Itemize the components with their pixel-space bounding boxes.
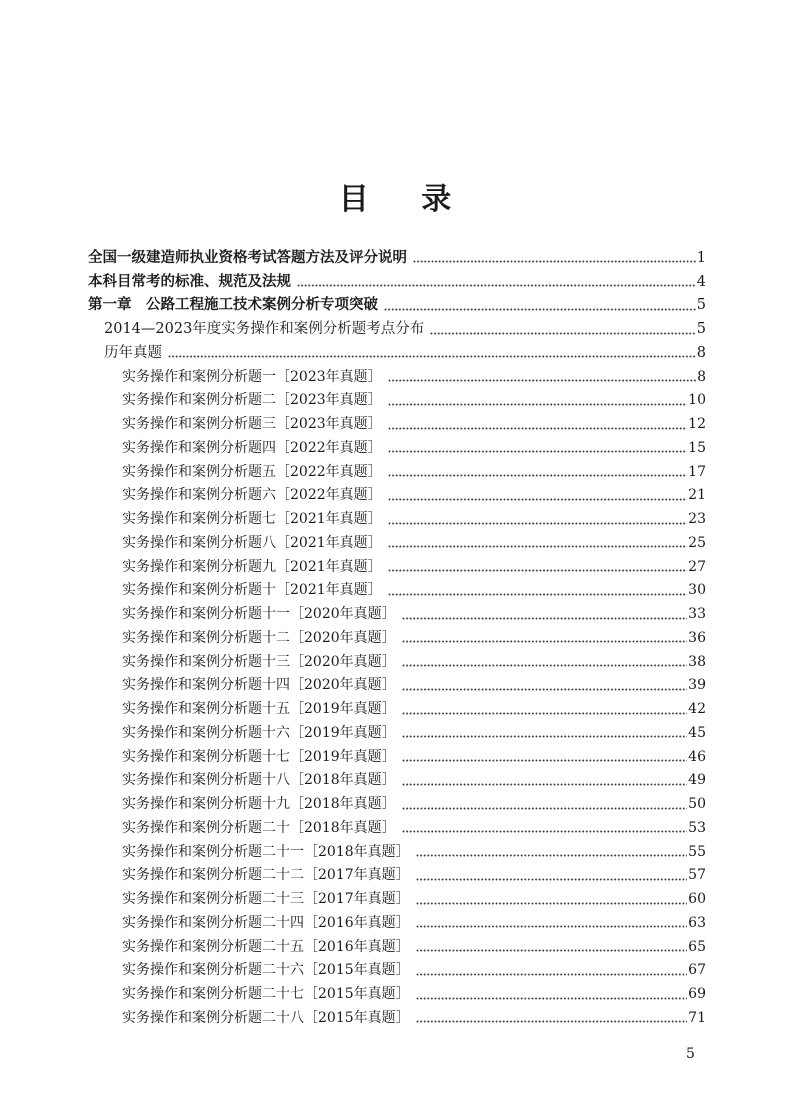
dot-leader [416,878,688,881]
toc-entry [122,911,706,935]
toc-entry-page: 63 [688,914,706,931]
toc-entry [122,816,706,840]
toc-entry-page: 27 [688,558,706,575]
toc-entry-page: 38 [688,653,706,670]
toc-entry-page: 67 [688,962,706,979]
toc-entry [122,697,706,721]
toc-entry-title: 实务操作和案例分析题二十六［2015年真题］ [122,962,410,979]
toc-entry [122,389,706,413]
toc-entry-page: 23 [688,511,706,528]
toc-entry-page: 17 [688,463,706,480]
toc-entry [122,887,706,911]
toc-entry-page: 45 [688,724,706,741]
toc-entry-title: 本科目常考的标准、规范及法规 [88,273,291,290]
dot-leader [388,450,688,453]
toc-entry-page: 25 [688,534,706,551]
dot-leader [402,664,688,667]
toc-entry [122,412,706,436]
toc-entry-page: 10 [688,392,706,409]
dot-leader [402,688,688,691]
dot-leader [416,949,688,952]
toc-entry-title: 实务操作和案例分析题二十四［2016年真题］ [122,914,410,931]
toc-entry-page: 50 [688,796,706,813]
dot-leader [402,640,688,643]
toc-entry-page: 53 [688,819,706,836]
toc-entry-title: 实务操作和案例分析题二十二［2017年真题］ [122,867,410,884]
toc-entry-title: 实务操作和案例分析题九［2021年真题］ [122,558,382,575]
toc-entry-title: 实务操作和案例分析题十二［2020年真题］ [122,629,396,646]
toc-entry-page: 8 [696,344,706,361]
toc-entry-title: 实务操作和案例分析题七［2021年真题］ [122,511,382,528]
dot-leader [388,593,688,596]
dot-leader [402,759,688,762]
toc-entry-title: 实务操作和案例分析题六［2022年真题］ [122,487,382,504]
toc-entry-title: 实务操作和案例分析题二十八［2015年真题］ [122,1009,410,1026]
toc-entry-title: 实务操作和案例分析题二十三［2017年真题］ [122,891,410,908]
toc-entry-title: 实务操作和案例分析题二十五［2016年真题］ [122,938,410,955]
toc-entry-title: 第一章 公路工程施工技术案例分析专项突破 [88,297,378,314]
toc-entry [122,674,706,698]
toc-entry-page: 65 [688,938,706,955]
toc-entry-page: 12 [688,416,706,433]
toc-entry [122,1006,706,1030]
toc-entry-title: 实务操作和案例分析题八［2021年真题］ [122,534,382,551]
toc-entry [122,484,706,508]
toc-entry-page: 71 [688,1009,706,1026]
dot-leader [416,902,688,905]
toc-entry-page: 49 [688,772,706,789]
toc-entry [104,317,706,341]
toc-entry-title: 实务操作和案例分析题一［2023年真题］ [122,368,382,385]
toc-entry-page: 36 [688,629,706,646]
toc-entry-title: 实务操作和案例分析题二十［2018年真题］ [122,819,396,836]
toc-entry-title: 实务操作和案例分析题二十七［2015年真题］ [122,986,410,1003]
toc-entry-title: 实务操作和案例分析题四［2022年真题］ [122,439,382,456]
dot-leader [297,284,696,287]
toc-entry-page: 57 [688,867,706,884]
toc-entry [122,555,706,579]
toc-entry-page: 33 [688,606,706,623]
toc-entry-title: 实务操作和案例分析题十六［2019年真题］ [122,724,396,741]
toc-entry-title: 实务操作和案例分析题二十一［2018年真题］ [122,843,410,860]
toc-entry-title: 实务操作和案例分析题十七［2019年真题］ [122,748,396,765]
toc-entry-page: 8 [697,368,706,385]
page-number: 5 [686,1046,695,1062]
dot-leader [416,997,688,1000]
toc-entry [122,840,706,864]
toc-entry [122,650,706,674]
toc-entry-title: 实务操作和案例分析题十一［2020年真题］ [122,606,396,623]
toc-entry-page: 39 [688,677,706,694]
toc-entry-page: 55 [688,843,706,860]
dot-leader [413,260,696,263]
dot-leader [388,474,688,477]
toc-entry-page: 46 [688,748,706,765]
toc-entry [122,721,706,745]
dot-leader [416,925,688,928]
toc-entry [122,792,706,816]
toc-entry-page: 1 [696,249,706,266]
toc-entry [88,270,706,294]
dot-leader [402,830,688,833]
toc-entry-title: 实务操作和案例分析题二［2023年真题］ [122,392,382,409]
dot-leader [388,498,688,501]
dot-leader [384,308,696,311]
toc-entry-page: 30 [688,582,706,599]
toc-entry [122,602,706,626]
toc-entry [122,365,706,389]
dot-leader [388,545,688,548]
dot-leader [416,1020,688,1023]
toc-entry [122,864,706,888]
toc-entry [122,935,706,959]
table-of-contents [0,246,790,1030]
toc-entry [104,341,706,365]
dot-leader [168,355,696,358]
toc-entry [122,460,706,484]
dot-leader [416,854,688,857]
toc-entry-page: 5 [696,321,706,338]
toc-entry [122,531,706,555]
toc-entry-title: 全国一级建造师执业资格考试答题方法及评分说明 [88,249,407,266]
toc-entry-title: 实务操作和案例分析题五［2022年真题］ [122,463,382,480]
toc-entry-page: 21 [688,487,706,504]
toc-entry-page: 42 [688,701,706,718]
toc-entry-title: 实务操作和案例分析题十四［2020年真题］ [122,677,396,694]
toc-entry [122,959,706,983]
dot-leader [402,735,688,738]
dot-leader [388,379,696,382]
toc-entry-page: 4 [696,273,706,290]
toc-entry-title: 2014—2023年度实务操作和案例分析题考点分布 [104,321,425,338]
toc-entry-title: 实务操作和案例分析题十八［2018年真题］ [122,772,396,789]
toc-entry [122,579,706,603]
dot-leader [388,569,688,572]
toc-entry-title: 实务操作和案例分析题十九［2018年真题］ [122,796,396,813]
dot-leader [402,617,688,620]
toc-entry [122,982,706,1006]
toc-entry-page: 15 [688,439,706,456]
toc-entry-page: 5 [696,297,706,314]
toc-entry-title: 历年真题 [104,344,162,361]
dot-leader [388,427,688,430]
toc-entry [88,294,706,318]
dot-leader [388,522,688,525]
toc-entry-title: 实务操作和案例分析题十［2021年真题］ [122,582,382,599]
dot-leader [416,973,688,976]
toc-entry [122,769,706,793]
page-title: 目 录 [338,182,452,217]
dot-leader [402,783,688,786]
toc-entry-title: 实务操作和案例分析题三［2023年真题］ [122,416,382,433]
toc-entry [122,436,706,460]
toc-entry-page: 60 [688,891,706,908]
toc-entry-title: 实务操作和案例分析题十五［2019年真题］ [122,701,396,718]
dot-leader [388,403,688,406]
dot-leader [430,332,695,335]
toc-entry-page: 69 [688,986,706,1003]
toc-entry [122,745,706,769]
toc-entry [122,626,706,650]
dot-leader [402,712,688,715]
toc-entry [122,507,706,531]
toc-entry-title: 实务操作和案例分析题十三［2020年真题］ [122,653,396,670]
dot-leader [402,807,688,810]
toc-entry [88,246,706,270]
